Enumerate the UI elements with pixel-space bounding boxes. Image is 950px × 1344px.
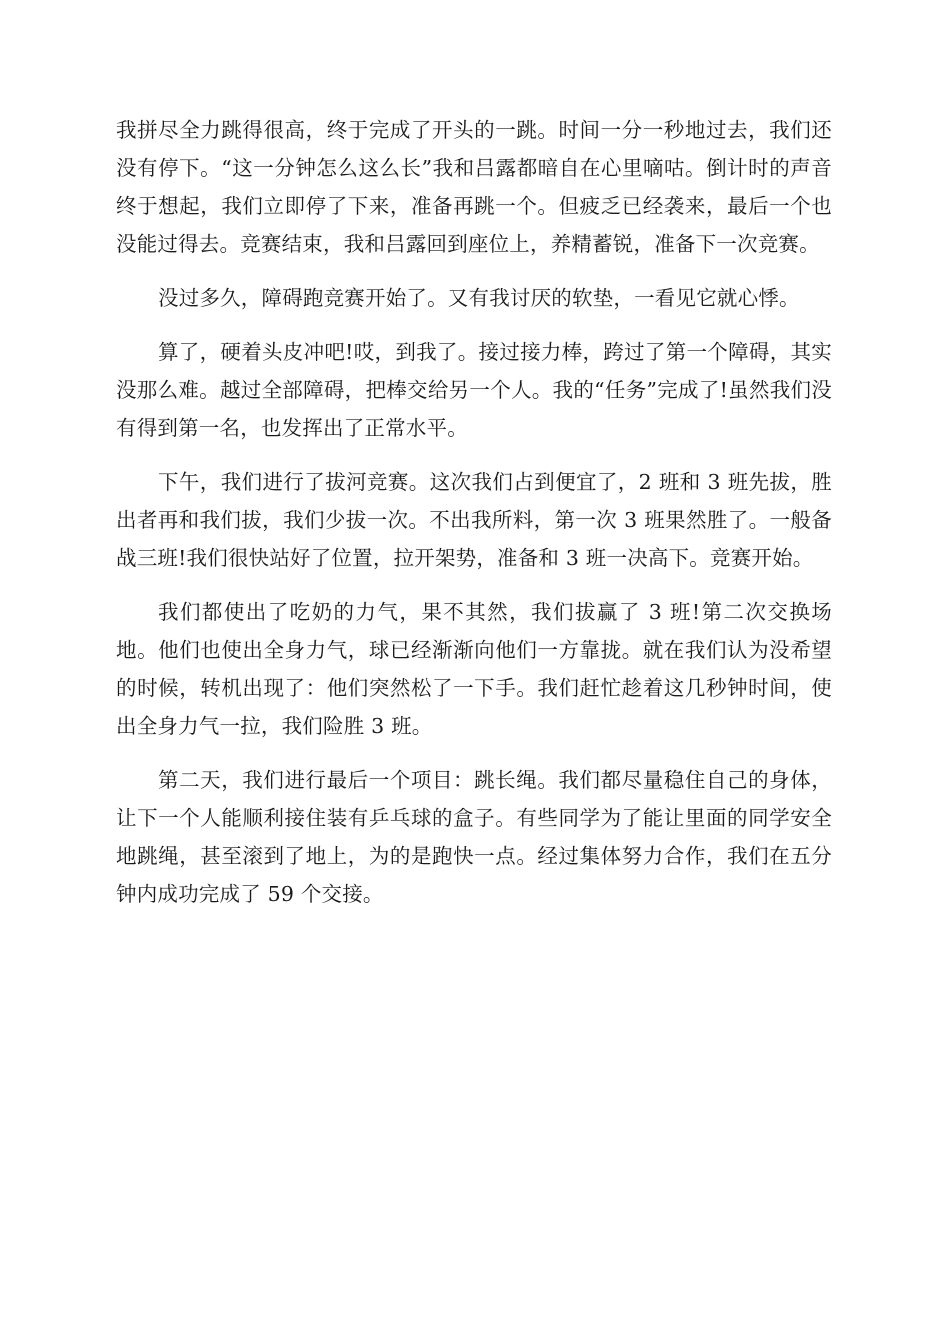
paragraph-3: 算了，硬着头皮冲吧!哎，到我了。接过接力棒，跨过了第一个障碍，其实没那么难。越过全部障碍，把棒交给另一个人。我的“任务”完成了!虽然我们没有得到第一名，也发挥出了正常水平。 (116, 340, 832, 440)
paragraph-5: 我们都使出了吃奶的力气，果不其然，我们拔赢了 3 班!第二次交换场地。他们也使出全身力气，球已经渐渐向他们一方靠拢。就在我们认为没希望的时候，转机出现了：他们突然松了一下手。我们赶忙趁着这几秒钟时间，使出全身力气一拉，我们险胜 3 班。 (116, 600, 832, 738)
paragraph-6: 第二天，我们进行最后一个项目：跳长绳。我们都尽量稳住自己的身体，让下一个人能顺利接住装有乒乓球的盒子。有些同学为了能让里面的同学安全地跳绳，甚至滚到了地上，为的是跑快一点。经过集体努力合作，我们在五分钟内成功完成了 59 个交接。 (116, 768, 832, 906)
paragraph-1: 我拼尽全力跳得很高，终于完成了开头的一跳。时间一分一秒地过去，我们还没有停下。“这一分钟怎么这么长”我和吕露都暗自在心里嘀咕。倒计时的声音终于想起，我们立即停了下来，准备再跳一个。但疲乏已经袭来，最后一个也没能过得去。竞赛结束，我和吕露回到座位上，养精蓄锐，准备下一次竞赛。 (116, 118, 832, 256)
document-body (116, 111, 832, 929)
paragraph-4: 下午，我们进行了拔河竞赛。这次我们占到便宜了，2 班和 3 班先拔，胜出者再和我们拔，我们少拔一次。不出我所料，第一次 3 班果然胜了。一般备战三班!我们很快站好了位置，拉开架势，准备和 3 班一决高下。竞赛开始。 (116, 470, 832, 570)
paragraph-2: 没过多久，障碍跑竞赛开始了。又有我讨厌的软垫，一看见它就心悸。 (158, 286, 800, 310)
